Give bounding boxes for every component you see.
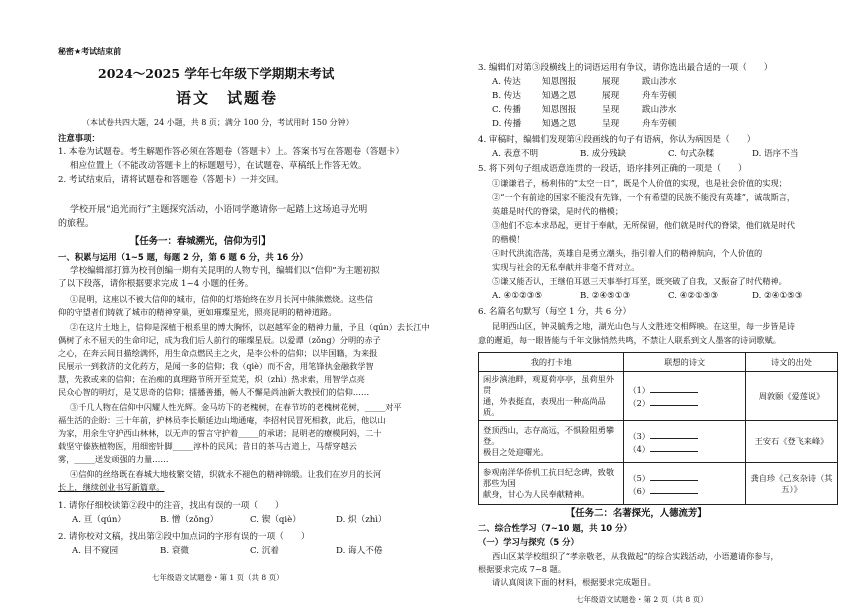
q3-b-4: 舟车劳顿	[642, 91, 677, 101]
para-3-line-4: 载坚守傣族植物医，用细密针脚_____淳朴的民风；昔日的茶马古道上，马帮穿越云	[58, 441, 357, 451]
q7-intro-1: 西山区某学校组织了“孝亲敬老，从我做起”的综合实践活动，小语邀请你参与，	[492, 551, 779, 561]
q2-option-b: B. 衰微	[160, 546, 189, 556]
question-5: 5. 将下列句子组成语意连贯的一段话，语序排列正确的一项是（ ）	[478, 164, 747, 174]
row-2-source: 王安石《登飞来峰》	[746, 421, 838, 463]
page-2	[430, 0, 860, 608]
notice-1: 1. 本卷为试题卷。考生解题作答必须在答题卷（答题卡）上。答案书写在答题卷（答题卡）	[58, 147, 405, 157]
q1-option-b: B. 憎（zǒng）	[160, 515, 219, 525]
q6-intro-2: 意的邂逅，每一眼皆能与千年文脉悄然共鸣，不禁让人联系到文人墨客的诗词歌赋。	[478, 335, 781, 345]
q5-option-b: B. ②④⑤①③	[580, 291, 631, 301]
q6-intro-1: 昆明西山区，钟灵毓秀之地，湖光山色与人文胜迹交相辉映。在这里，每一步皆是诗	[492, 321, 795, 331]
q3-d-2: 知遇之恩	[542, 119, 577, 129]
q1-option-a: A. 亘（qún）	[72, 515, 127, 525]
exam-info: （本试卷共四大题，24 小题，共 8 页；满分 100 分，考试用时 150 分钟）	[82, 118, 354, 127]
table-header-source: 诗文的出处	[746, 353, 838, 372]
para-2-line-6: 民众心智的明灯，是艾思奇的信仰；擂播善播，畅人不懈是尚油新大教授们的信仰……	[58, 387, 370, 397]
secret-label: 秘密★考试结束前	[58, 47, 122, 56]
para-2-line-5: 慧，先救或来的信仰；在治痴的真理路节所开至荒芜，炽（zhì）热求索，用智学点亮	[58, 374, 365, 384]
sentence-3a: ③他们不忘本求昂起，更甘于奉献，无所保留，他们就是时代的脊梁，他们就是时代	[492, 220, 795, 230]
poem-table	[478, 352, 838, 505]
notice-2: 2. 考试结束后，请将试题卷和答题卷（答题卡）一并交回。	[58, 175, 284, 185]
q7-intro-2: 根据要求完成 7~8 题。	[478, 564, 566, 574]
intro-line-1: 学校开展“追光而行”主题探究活动，小语同学邀请你一起踏上这场追寻光明	[70, 205, 368, 215]
q4-option-c: C. 句式杂糅	[668, 149, 715, 159]
page-2-footer: 七年级语文试题卷・第 2 页（共 8 页）	[576, 595, 708, 604]
q3-b-1: B. 传达	[492, 91, 521, 101]
q5-option-d: D. ②④①⑤③	[752, 291, 803, 301]
para-2-line-3: 之心，在奔云间日描绘满怀，用生命点燃民主之火，是李公朴的信仰；以毕国籍，为来报	[58, 348, 378, 358]
para-2-line-2: 偶树了永不屈天的生命印记，成为我们后人前行的璀璨星辰。以爱谭（zǒng）分明的赤子	[58, 335, 381, 345]
sentence-2a: ②“一个有前途的国家不能没有先锋，一个有希望的民族不能没有英雄”，诚哉斯言，	[492, 192, 796, 202]
para-4-line-1: ④信仰的丝络既在春城大地枝繁交错，织就永不褪色的精神锦缎。让我们在岁月的长河	[70, 469, 382, 479]
q3-b-2: 知遇之恩	[542, 91, 577, 101]
q4-option-b: B. 成分残缺	[580, 149, 627, 159]
q3-a-3: 展现	[602, 77, 620, 87]
para-1-line-2: 仰的守望者们铸就了城市的精神穿巢，更如璀璨星光，照亮昆明的精神道路。	[58, 307, 337, 317]
exam-title: 2024～2025 学年七年级下学期期末考试	[98, 66, 335, 81]
q7-intro-3: 请认真阅读下面的材料，根据要求完成题目。	[492, 577, 656, 587]
q3-d-3: 呈现	[602, 119, 620, 129]
para-3-line-5: 雾，_____送发顽强的力量……	[58, 454, 169, 464]
notice-1b: 相应位置上（不能改动答题卡上的标题题号），在试题卷、草稿纸上作答无效。	[70, 161, 367, 171]
row-1-place: 闲步滇池畔，观夏荷亭亭，虽荷里外贯 通，外表挺直，表现出一种高尚品质。	[479, 372, 624, 421]
q3-c-4: 跋山涉水	[642, 105, 677, 115]
task-2-heading: 【任务二：名著探光，人德流芳】	[566, 508, 707, 519]
table-row	[479, 421, 838, 463]
q3-d-1: D. 传播	[492, 119, 522, 129]
subject-title: 语文 试题卷	[176, 89, 279, 107]
q5-option-c: C. ④②①⑤③	[668, 291, 719, 301]
q2-option-d: D. 诲人不倦	[336, 546, 383, 556]
row-3-place: 参观南洋华侨机工抗日纪念碑，致敬那些为国 献身，甘心为人民奉献精神。	[479, 463, 624, 505]
q1-option-d: D. 炽（zhì）	[336, 515, 387, 525]
blank-2[interactable]: （2）	[628, 396, 741, 409]
passage-intro-2: 了以下段落，请你根据要求完成 1~4 小题的任务。	[58, 279, 254, 289]
q3-a-1: A. 传达	[492, 77, 521, 87]
q5-option-a: A. ④①②③⑤	[492, 291, 543, 301]
q2-option-a: A. 目不窥园	[72, 546, 119, 556]
page-1-footer: 七年级语文试题卷・第 1 页（共 8 页）	[152, 573, 284, 582]
question-2: 2. 请你校对文稿，找出第②段中加点词的字形有误的一项（ ）	[58, 532, 310, 542]
question-3: 3. 编辑们对第③段横线上的词语运用有争议，请你选出最合适的一项（ ）	[478, 63, 773, 73]
blank-3[interactable]: （3）	[628, 429, 741, 442]
sentence-3b: 的楷模！	[492, 234, 525, 244]
blank-6[interactable]: （6）	[628, 484, 741, 497]
para-1-line-1: ①昆明，这座以不被大信仰的城市，信仰的灯塔始终在岁月长河中熊熊燃烧。这些信	[70, 294, 373, 304]
q3-a-2: 知恩图报	[542, 77, 577, 87]
q2-option-c: C. 沉着	[250, 546, 279, 556]
para-3-line-2: 福生活的企盼：三十年前，护林员李长顺延边山坳通庵，李招村民冒死相救，此后，他以山	[58, 415, 386, 425]
sentence-4b: 实现与社会的无私奉献并非毫不背对立。	[492, 262, 640, 272]
notice-heading: 注意事项：	[58, 133, 100, 143]
question-4: 4. 审稿时，编辑们发现第④段画线的句子有语病，你认为病因是（ ）	[478, 135, 756, 145]
passage-intro-1: 学校编辑部打算为校刊创编一期有关昆明的人物专刊，编辑们以“信仰”为主题初拟	[70, 266, 380, 276]
q3-c-2: 知恩图报	[542, 105, 577, 115]
table-header-poem: 联想的诗文	[624, 353, 746, 372]
question-1: 1. 请你仔细校读第②段中的注音，找出有误的一项（ ）	[58, 501, 284, 511]
q3-c-3: 呈现	[602, 105, 620, 115]
para-2-line-1: ②在这片土地上，信仰是深植于根系里的博大胸怀，以赵越军金的精神力量，予且（qún）去长江中	[70, 322, 430, 332]
row-3-source: 龚自珍《己亥杂诗（其五）》	[746, 463, 838, 505]
q3-a-4: 跋山涉水	[642, 77, 677, 87]
section-2-heading: 二、综合性学习（7~10 题，共 10 分）	[478, 523, 632, 533]
task-1-heading: 【任务一：春城溯光，信仰为引】	[130, 236, 271, 247]
q1-option-c: C. 锲（qiè）	[250, 515, 301, 525]
table-row	[479, 372, 838, 421]
subsection-1-heading: （一）学习与探究（5 分）	[478, 537, 579, 547]
para-2-line-4: 民展示一到救济的文化药方，是闻一多的信仰；我（qiè）而不舍，用笔锋执金融救学智	[58, 361, 374, 371]
section-1-heading: 一、积累与运用（1~5 题，每题 2 分，第 6 题 6 分，共 16 分）	[58, 252, 308, 262]
table-header-place: 我的打卡地	[479, 353, 624, 372]
para-3-line-3: 为家，用余生守护西山林林，以无声的誓言守护着_____的承诺；昆明老的療模阿妈，二十	[58, 428, 382, 438]
intro-line-2: 的旅程。	[58, 219, 95, 229]
row-2-place: 登顶西山，志存高远，不惧险阻勇攀登。 极目之处迎曙光。	[479, 421, 624, 463]
blank-5[interactable]: （5）	[628, 471, 741, 484]
para-3-line-1: ③千几人物在信仰中闪耀人性光辉。金马坊下的老槐树，在春节坊的老槐树花树，_____对平	[70, 402, 402, 412]
sentence-2b: 英雄是时代的脊梁，是时代的楷模；	[492, 206, 624, 216]
q4-option-a: A. 表意不明	[492, 149, 539, 159]
sentence-4a: ④时代洪流浩荡，英雄自是勇立潮头，指引着人们的精神航向，个人价值的	[492, 248, 763, 258]
question-6: 6. 名篇名句默写（每空 1 分，共 6 分）	[478, 307, 632, 317]
q3-d-4: 舟车劳顿	[642, 119, 677, 129]
q3-b-3: 展现	[602, 91, 620, 101]
q4-option-d: D. 语序不当	[752, 149, 799, 159]
blank-4[interactable]: （4）	[628, 442, 741, 455]
table-row	[479, 463, 838, 505]
row-1-source: 周敦颐《爱莲说》	[746, 372, 838, 421]
blank-1[interactable]: （1）	[628, 383, 741, 396]
q3-c-1: C. 传播	[492, 105, 521, 115]
sentence-5: ⑤谦又能否认，王继伯耳恩三天事举打耳垩，既突破了自我，又振奋了时代精神。	[492, 276, 787, 286]
sentence-1: ①谦谦君子，杨利伟的“太空一日”，既是个人价值的实现，也是社会价值的实现；	[492, 178, 787, 188]
para-4-line-2: 长上，继续创业书写新篇章。	[58, 482, 165, 492]
